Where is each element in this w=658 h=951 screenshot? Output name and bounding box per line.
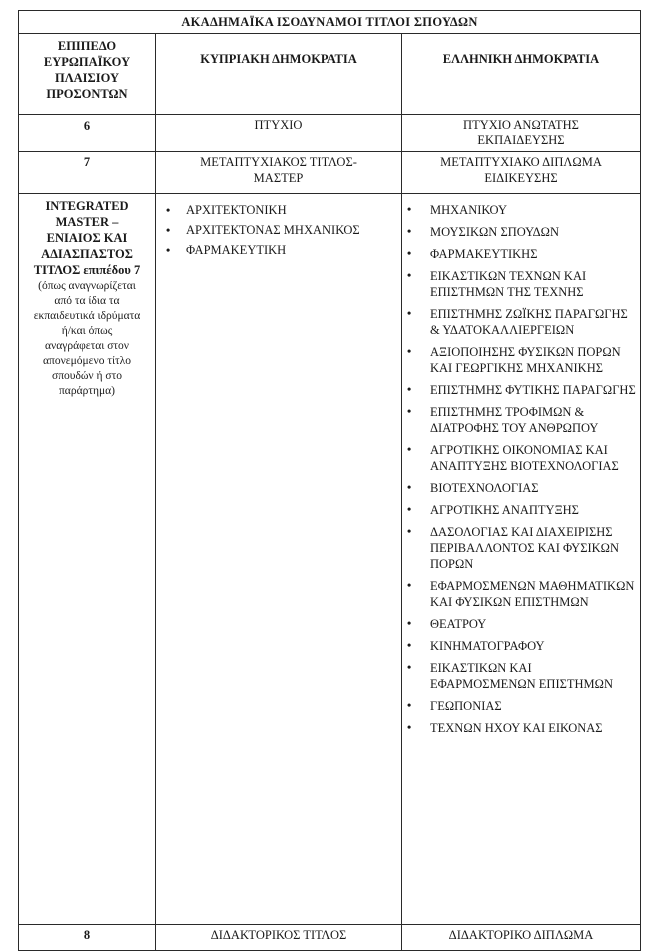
list-item: • ΘΕΑΤΡΟΥ — [402, 616, 640, 638]
cyprus-title-line: ΜΑΣΤΕΡ — [253, 171, 304, 185]
list-item: • ΕΠΙΣΤΗΜΗΣ ΤΡΟΦΙΜΩΝ & ΔΙΑΤΡΟΦΗΣ ΤΟΥ ΑΝΘΡΩΠΟΥ — [402, 404, 640, 442]
header-greece: ΕΛΛΗΝΙΚΗ ΔΗΜΟΚΡΑΤΙΑ — [402, 34, 641, 115]
greece-title-cell — [402, 115, 641, 152]
integrated-note-line: από τα ίδια τα — [54, 295, 120, 307]
integrated-title-line: ΤΙΤΛΟΣ επιπέδου 7 — [33, 263, 141, 277]
list-item: • ΕΦΑΡΜΟΣΜΕΝΩΝ ΜΑΘΗΜΑΤΙΚΩΝ ΚΑΙ ΦΥΣΙΚΩΝ ΕΠΙΣΤΗΜΩΝ — [402, 578, 640, 616]
greece-title-line: ΕΚΠΑΙΔΕΥΣΗΣ — [477, 133, 565, 147]
list-item: • ΑΓΡΟΤΙΚΗΣ ΑΝΑΠΤΥΞΗΣ — [402, 502, 640, 524]
level-cell: 8 — [19, 925, 156, 951]
cyprus-title-cell: ΔΙΔΑΚΤΟΡΙΚΟΣ ΤΙΤΛΟΣ — [156, 925, 402, 951]
list-item: • ΑΡΧΙΤΕΚΤΟΝΙΚΗ — [156, 202, 401, 222]
equivalence-table — [18, 10, 641, 951]
list-item: • ΔΑΣΟΛΟΓΙΑΣ ΚΑΙ ΔΙΑΧΕΙΡΙΣΗΣ ΠΕΡΙΒΑΛΛΟΝΤΟΣ ΚΑΙ ΦΥΣΙΚΩΝ ΠΟΡΩΝ — [402, 524, 640, 578]
list-item: • ΚΙΝΗΜΑΤΟΓΡΑΦΟΥ — [402, 638, 640, 660]
list-item: • ΕΠΙΣΤΗΜΗΣ ΖΩΪΚΗΣ ΠΑΡΑΓΩΓΗΣ & ΥΔΑΤΟΚΑΛΛΙΕΡΓΕΙΩΝ — [402, 306, 640, 344]
greece-title-cell: ΔΙΔΑΚΤΟΡΙΚΟ ΔΙΠΛΩΜΑ — [402, 925, 641, 951]
greece-title-line: ΠΤΥΧΙΟ ΑΝΩΤΑΤΗΣ — [463, 118, 579, 132]
integrated-title-line: ΑΔΙΑΣΠΑΣΤΟΣ — [41, 247, 133, 261]
integrated-note — [21, 279, 153, 399]
table-row — [19, 152, 641, 194]
header-cyprus: ΚΥΠΡΙΑΚΗ ΔΗΜΟΚΡΑΤΙΑ — [156, 34, 402, 115]
list-item: • ΑΞΙΟΠΟΙΗΣΗΣ ΦΥΣΙΚΩΝ ΠΟΡΩΝ ΚΑΙ ΓΕΩΡΓΙΚΗΣ ΜΗΧΑΝΙΚΗΣ — [402, 344, 640, 382]
integrated-title-line: ΕΝΙΑΙΟΣ ΚΑΙ — [46, 231, 128, 245]
integrated-note-line: παράρτημα) — [59, 385, 115, 397]
header-row — [19, 34, 641, 115]
greece-title-line: ΕΙΔΙΚΕΥΣΗΣ — [484, 171, 558, 185]
header-level-line: ΕΠΙΠΕΔΟ — [57, 39, 117, 53]
title-row — [19, 11, 641, 34]
level-cell: 6 — [19, 115, 156, 152]
cyprus-title-line: ΜΕΤΑΠΤΥΧΙΑΚΟΣ ΤΙΤΛΟΣ- — [200, 155, 357, 169]
greece-integrated-list — [402, 194, 640, 742]
list-item: • ΕΙΚΑΣΤΙΚΩΝ ΤΕΧΝΩΝ ΚΑΙ ΕΠΙΣΤΗΜΩΝ ΤΗΣ ΤΕΧΝΗΣ — [402, 268, 640, 306]
integrated-note-line: απονεμόμενο τίτλο — [42, 355, 131, 367]
integrated-note-line: σπουδών ή στο — [52, 370, 122, 382]
integrated-title-line: MASTER – — [55, 215, 119, 229]
greece-title-cell — [402, 152, 641, 194]
greece-integrated-list-cell — [402, 194, 641, 925]
cyprus-title-cell: ΠΤΥΧΙΟ — [156, 115, 402, 152]
table-row — [19, 115, 641, 152]
integrated-note-line: ή/και όπως — [61, 325, 113, 337]
table-row — [19, 194, 641, 925]
list-item: • ΑΓΡΟΤΙΚΗΣ ΟΙΚΟΝΟΜΙΑΣ ΚΑΙ ΑΝΑΠΤΥΞΗΣ ΒΙΟΤΕΧΝΟΛΟΓΙΑΣ — [402, 442, 640, 480]
integrated-master-cell — [19, 194, 156, 925]
list-item: • ΜΟΥΣΙΚΩΝ ΣΠΟΥΔΩΝ — [402, 224, 640, 246]
header-level — [19, 34, 156, 115]
header-level-line: ΠΡΟΣΟΝΤΩΝ — [46, 87, 128, 101]
list-item: • ΤΕΧΝΩΝ ΗΧΟΥ ΚΑΙ ΕΙΚΟΝΑΣ — [402, 720, 640, 742]
integrated-note-line: εκπαιδευτικά ιδρύματα — [33, 310, 141, 322]
cyprus-integrated-list — [156, 194, 401, 262]
table-row — [19, 925, 641, 951]
list-item: • ΓΕΩΠΟΝΙΑΣ — [402, 698, 640, 720]
list-item: • ΜΗΧΑΝΙΚΟΥ — [402, 202, 640, 224]
list-item: • ΒΙΟΤΕΧΝΟΛΟΓΙΑΣ — [402, 480, 640, 502]
header-level-line: ΠΛΑΙΣΙΟΥ — [54, 71, 120, 85]
integrated-title — [21, 198, 153, 278]
list-item: • ΦΑΡΜΑΚΕΥΤΙΚΗΣ — [402, 246, 640, 268]
table-title: ΑΚΑΔΗΜΑΪΚΑ ΙΣΟΔΥΝΑΜΟΙ ΤΙΤΛΟΙ ΣΠΟΥΔΩΝ — [19, 11, 641, 34]
cyprus-integrated-list-cell — [156, 194, 402, 925]
header-level-line: ΕΥΡΩΠΑΪΚΟΥ — [43, 55, 131, 69]
list-item: • ΕΠΙΣΤΗΜΗΣ ΦΥΤΙΚΗΣ ΠΑΡΑΓΩΓΗΣ — [402, 382, 640, 404]
cyprus-title-cell — [156, 152, 402, 194]
integrated-note-line: (όπως αναγνωρίζεται — [38, 280, 136, 292]
list-item: • ΑΡΧΙΤΕΚΤΟΝΑΣ ΜΗΧΑΝΙΚΟΣ — [156, 222, 401, 242]
level-cell: 7 — [19, 152, 156, 194]
greece-title-line: ΜΕΤΑΠΤΥΧΙΑΚΟ ΔΙΠΛΩΜΑ — [440, 155, 602, 169]
integrated-note-line: αναγράφεται στον — [45, 340, 129, 352]
list-item: • ΕΙΚΑΣΤΙΚΩΝ ΚΑΙ ΕΦΑΡΜΟΣΜΕΝΩΝ ΕΠΙΣΤΗΜΩΝ — [402, 660, 640, 698]
list-item: • ΦΑΡΜΑΚΕΥΤΙΚΗ — [156, 242, 401, 262]
integrated-title-line: INTEGRATED — [45, 199, 129, 213]
